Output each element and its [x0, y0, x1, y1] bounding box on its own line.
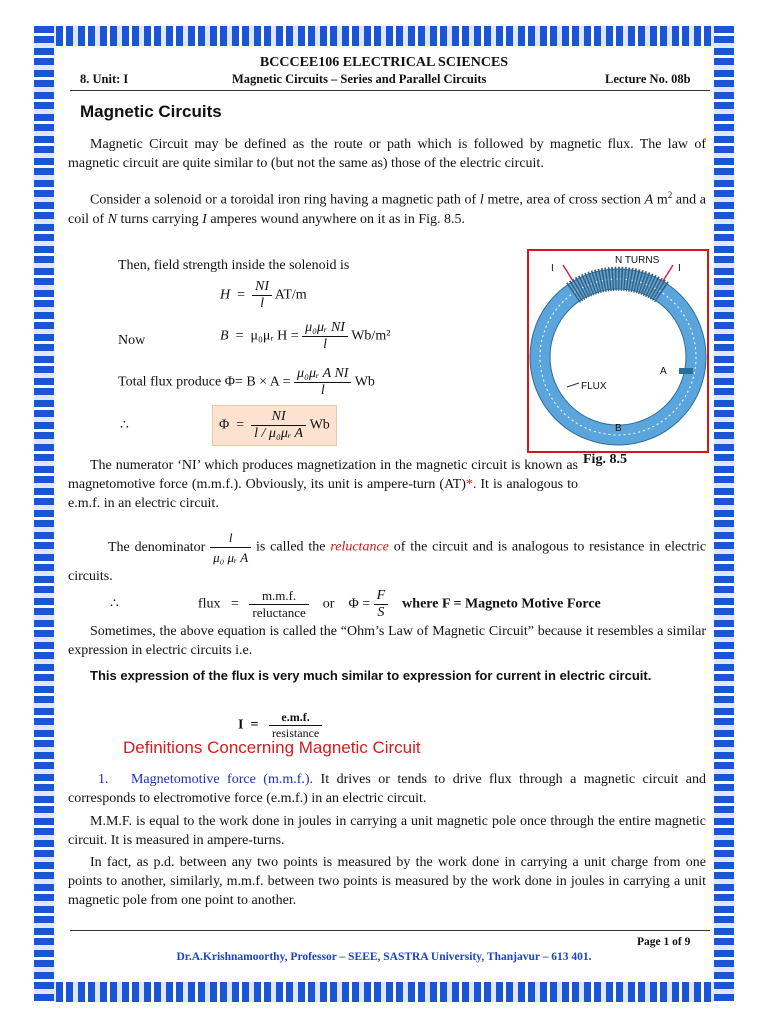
label-flux: FLUX: [581, 381, 607, 392]
header-rule: [70, 90, 710, 91]
now-label: Now: [118, 333, 146, 348]
definitions-title: Definitions Concerning Magnetic Circuit: [123, 738, 421, 757]
definition-mmf-p3: In fact, as p.d. between any two points is measured by the work done in carrying a unit charge from one points to another, similarly, m.m.f. between two points is measured by the work done in joules in carrying a unit magnetic pole from one point to another.: [68, 855, 706, 908]
therefore-symbol: ∴: [120, 418, 129, 433]
toroid-illustration: [529, 251, 707, 451]
definition-mmf-p2: M.M.F. is equal to the work done in joules in carrying a unit magnetic pole once through the entire magnetic circuit. It is measured in ampere-turns.: [68, 814, 706, 848]
label-a: A: [660, 366, 667, 377]
paragraph-solenoid: Consider a solenoid or a toroidal iron ring having a magnetic path of l metre, area of cross section A $m^2$ and a coil of N turns carrying I amperes wound anywhere on it as in Fig. 8.5.: [68, 190, 707, 227]
definition-mmf: 1. Magnetomotive force (m.m.f.). It drives or tends to drive flux through a magnetic circuit and corresponds to electromotive force (e.m.f.) in an electric circuit.: [68, 772, 707, 806]
course-title: BCCCEE106 ELECTRICAL SCIENCES: [259, 55, 509, 70]
page-border-right: [714, 26, 734, 1002]
page-number: Page 1 of 9: [637, 936, 691, 948]
lecture-topic: Magnetic Circuits – Series and Parallel Circuits: [232, 72, 487, 86]
equation-ohms-law-magnetic: ∴ flux = $\frac{m.m.f.}{\text{reluctance}}$ or Φ = $\frac{F}{S}$ where F = Magneto Motive Force: [110, 588, 601, 620]
page-border-bottom: [34, 982, 734, 1002]
figure-caption: Fig. 8.5: [583, 452, 627, 467]
footer-rule: [70, 930, 710, 931]
equation-flux-density: B = μ₀μᵣ H = $\frac{\text{μ₀μᵣ NI}}{l}$ Wb/m²: [220, 320, 391, 352]
label-current-left: I: [551, 263, 554, 274]
page-border-left: [34, 26, 54, 1002]
paragraph-mmf: The numerator ‘NI’ which produces magnetization in the magnetic circuit is known as magnetomotive force (m.m.f.). Obviously, its unit is ampere-turn (AT)*. It is analogous to e.m.f. in an electric circuit.: [68, 458, 578, 511]
page-border-top: [34, 26, 734, 46]
label-b: B: [615, 423, 622, 434]
equation-field-strength: H = $\frac{NI}{l}$ AT/m: [220, 279, 307, 311]
paragraph-definition: Magnetic Circuit may be defined as the route or path which is followed by magnetic flux. The law of magnetic circuit are quite similar to (but not the same as) those of the electric circuit.: [68, 137, 706, 171]
then-text: Then, field strength inside the solenoid is: [118, 258, 350, 273]
lecture-number: Lecture No. 08b: [605, 72, 691, 86]
equation-flux-highlighted: Φ = $\frac{NI}{\text{l / μ₀μᵣ A}}$ Wb: [212, 405, 337, 446]
paragraph-reluctance: The denominator $\frac{l}{\text{μ₀ μᵣ A}}$ is called the reluctance of the circuit and is analogous to resistance in electric circuits.: [68, 530, 707, 584]
footer-author: Dr.A.Krishnamoorthy, Professor – SEEE, SASTRA University, Thanjavur – 613 401.: [176, 951, 592, 963]
paragraph-ohms-law: Sometimes, the above equation is called the “Ohm’s Law of Magnetic Circuit” because it resembles a similar expression in electric circuits i.e.: [68, 624, 706, 658]
label-n-turns: N TURNS: [615, 255, 660, 266]
unit-label: 8. Unit: I: [80, 72, 129, 86]
paragraph-analogy: This expression of the flux is very much similar to expression for current in electric circuit.: [90, 668, 652, 683]
section-title: Magnetic Circuits: [80, 102, 222, 121]
label-current-right: I: [678, 263, 681, 274]
equation-total-flux: Total flux produce Φ= B × A = $\frac{\text{μ₀μᵣ A NI}}{l}$ Wb: [118, 366, 375, 398]
figure-toroid: [527, 249, 709, 453]
equation-current: I = $\frac{e.m.f.}{\text{resistance}}$: [238, 710, 322, 741]
